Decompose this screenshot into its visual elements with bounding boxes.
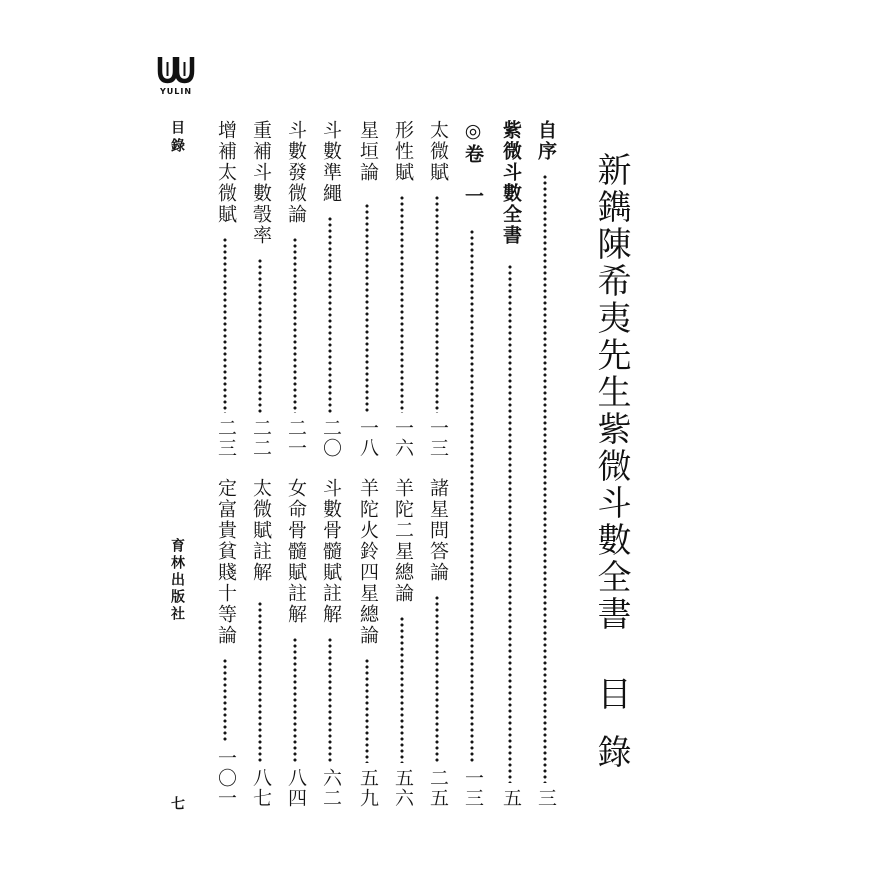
leader-dots — [222, 237, 228, 413]
running-header-section: 目錄 — [169, 120, 184, 156]
logo-wordmark: YULIN — [159, 87, 193, 96]
toc-entry — [354, 478, 380, 808]
toc-entry-page: 一三 — [462, 768, 483, 808]
toc-entry — [459, 120, 485, 808]
toc-entry — [532, 120, 558, 808]
toc-entry-title: 太微賦註解 — [250, 478, 271, 583]
toc-entry-title: 羊陀火鈴四星總論 — [357, 478, 378, 646]
toc-entry-title: 星垣論 — [357, 120, 378, 183]
toc-entry-page: 五六 — [392, 768, 413, 808]
toc-entry-title: ◎卷 一 — [462, 120, 483, 207]
toc-entry-page: 八七 — [250, 768, 271, 808]
toc-entry — [354, 120, 380, 458]
toc-entry-title: 女命骨髓賦註解 — [285, 478, 306, 625]
toc-entry-title: 斗數骨髓賦註解 — [320, 478, 341, 625]
toc-heading: 目錄 — [591, 676, 631, 792]
leader-dots — [292, 637, 298, 763]
toc-entry-page: 一〇一 — [215, 748, 236, 808]
toc-entry-page: 八四 — [285, 768, 306, 808]
toc-entry — [247, 120, 273, 458]
toc-entry-page: 五 — [500, 788, 521, 808]
toc-entry-title: 斗數發微論 — [285, 120, 306, 225]
toc-entry-page: 五九 — [357, 768, 378, 808]
toc-entry — [497, 120, 523, 808]
running-publisher: 育林出版社 — [169, 538, 184, 623]
toc-entry-title: 斗數準繩 — [320, 120, 341, 204]
leader-dots — [469, 229, 475, 763]
toc-entry — [389, 120, 415, 458]
leader-dots — [434, 195, 440, 413]
leader-dots — [364, 658, 370, 763]
toc-entry — [282, 120, 308, 458]
toc-entry-page: 二三 — [215, 418, 236, 458]
leader-dots — [292, 237, 298, 413]
toc-entry-title: 增補太微賦 — [215, 120, 236, 225]
book-title: 新鐫陳希夷先生紫微斗數全書 — [591, 152, 631, 633]
toc-entry — [317, 478, 343, 808]
toc-entry-page: 二五 — [427, 768, 448, 808]
leader-dots — [507, 264, 513, 783]
leader-dots — [257, 601, 263, 763]
toc-entry — [317, 120, 343, 458]
toc-entry-page: 一三 — [427, 418, 448, 458]
toc-entry-page: 二一 — [285, 418, 306, 458]
toc-entry-page: 二二 — [250, 418, 271, 458]
toc-entry-title: 自序 — [535, 120, 556, 162]
leader-dots — [327, 637, 333, 763]
toc-entry-title: 重補斗數彀率 — [250, 120, 271, 246]
page-number: 七 — [169, 796, 184, 810]
leader-dots — [542, 174, 548, 783]
toc-entry-page: 六二 — [320, 768, 341, 808]
toc-entry-title: 定富貴貧賤十等論 — [215, 478, 236, 646]
leader-dots — [327, 216, 333, 413]
publisher-logo — [152, 54, 200, 100]
leader-dots — [364, 203, 370, 413]
toc-entry-title: 太微賦 — [427, 120, 448, 183]
toc-entry-title: 羊陀二星總論 — [392, 478, 413, 604]
toc-entry — [212, 478, 238, 808]
leader-dots — [399, 616, 405, 763]
toc-entry — [389, 478, 415, 808]
toc-entry-title: 形性賦 — [392, 120, 413, 183]
toc-entry — [282, 478, 308, 808]
toc-entry-title: 諸星問答論 — [427, 478, 448, 583]
toc-entry — [424, 478, 450, 808]
leader-dots — [222, 658, 228, 743]
book-logo-icon — [156, 54, 196, 86]
toc-entry-page: 一八 — [357, 418, 378, 458]
toc-entry-page: 一六 — [392, 418, 413, 458]
toc-entry — [424, 120, 450, 458]
toc-entry-page: 二〇 — [320, 418, 341, 458]
toc-entry — [212, 120, 238, 458]
toc-entry-title: 紫微斗數全書 — [500, 120, 521, 246]
toc-entry — [247, 478, 273, 808]
leader-dots — [257, 258, 263, 413]
toc-entry-page: 三 — [535, 788, 556, 808]
leader-dots — [434, 595, 440, 763]
leader-dots — [399, 195, 405, 413]
